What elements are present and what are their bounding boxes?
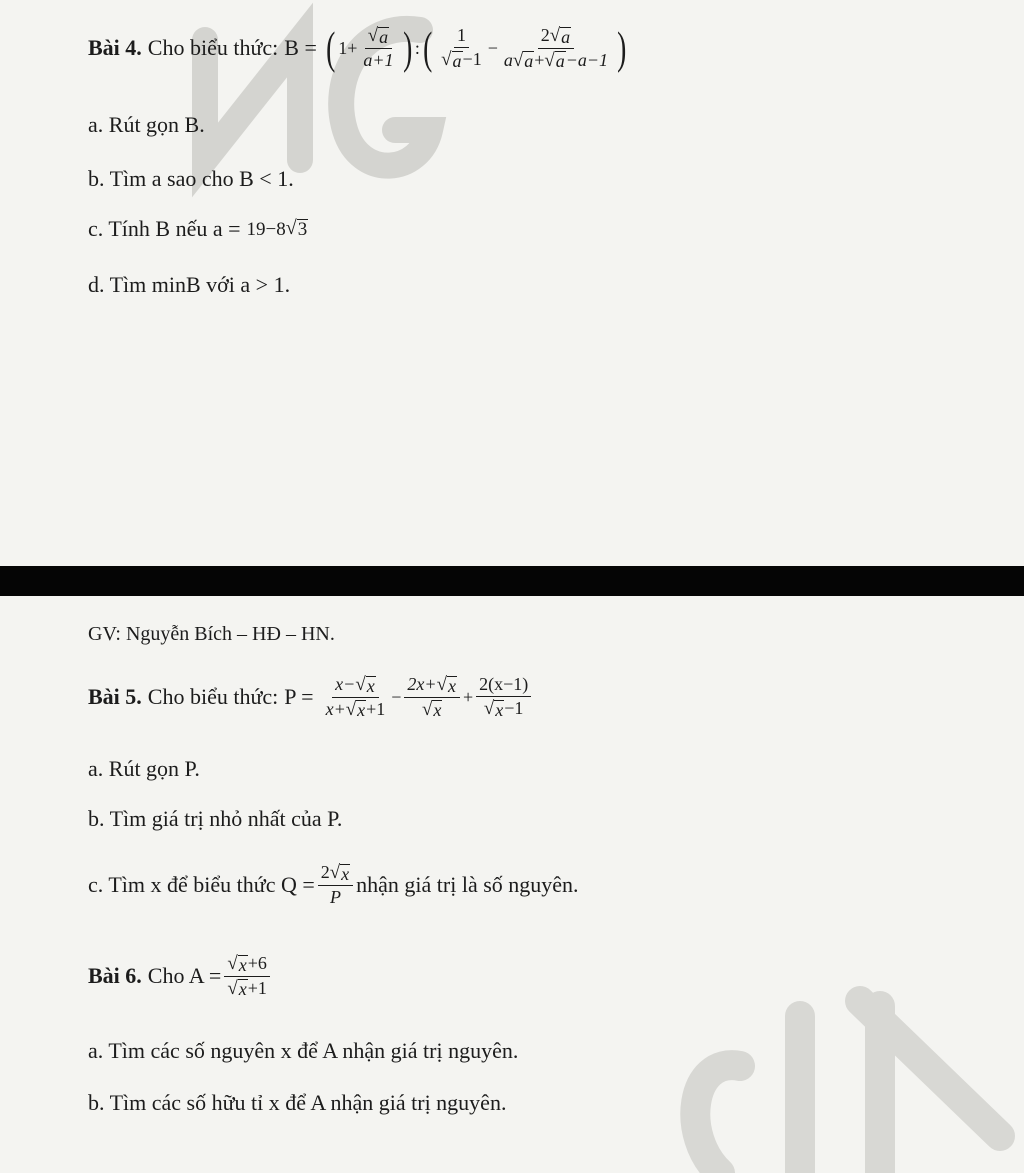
bai4-f3-num-sqrt: a <box>561 26 571 47</box>
bai4-f2-den-rest: −1 <box>462 49 482 70</box>
bai5-item-b: b. Tìm giá trị nhỏ nhất của P. <box>88 806 343 831</box>
bai5-f1-num-sqrt: x <box>366 675 375 696</box>
bai4-fraction-1: √ a a+1 <box>360 26 396 71</box>
bai5-item-a: a. Rút gọn P. <box>88 756 200 781</box>
bai4-f3-den-plus: + <box>534 49 545 70</box>
bai6-intro: Cho A = <box>147 963 222 988</box>
bai5-item-c-post: nhận giá trị là số nguyên. <box>356 872 579 897</box>
bai4-f3-den-sqrt2: a <box>555 51 565 72</box>
bai5-q-den: P <box>329 886 341 907</box>
bai5-title: Bài 5. <box>88 684 142 709</box>
bai5-fraction-1: x− √ x x+ √ x +1 <box>325 673 386 721</box>
bai5-item-c-pre: c. Tìm x để biểu thức Q = <box>88 872 315 897</box>
bai4-f2-num: 1 <box>454 26 469 49</box>
open-paren-icon: ( <box>422 22 433 73</box>
bai6-title: Bài 6. <box>88 963 142 988</box>
bai6-num-sqrt: x <box>238 954 247 975</box>
bai4-fraction-3: 2 √ a a √ a + √ a −a−1 <box>503 24 609 72</box>
bai5-f2-den-sqrt: x <box>433 700 442 721</box>
bai4-f3-den-a: a <box>503 49 513 70</box>
worksheet-page-top <box>0 0 1024 566</box>
bai5-item-c <box>88 858 579 912</box>
bai5-f1-den-sqrt: x <box>357 700 366 721</box>
bai4-heading <box>88 22 629 74</box>
bai5-f1-num-pre: x− <box>335 673 356 694</box>
bai5-f1-den-pre: x+ <box>325 698 346 719</box>
bai4-item-a: a. Rút gọn B. <box>88 112 205 137</box>
bai5-heading <box>88 662 534 732</box>
bai4-minus: − <box>487 38 498 58</box>
bai4-lhs: B = <box>284 35 317 60</box>
bai4-title: Bài 4. <box>88 35 142 60</box>
bai4-fraction-2: 1 √ a −1 <box>441 24 482 72</box>
bai5-fraction-3: 2(x−1) √ x −1 <box>476 675 531 720</box>
bai5-q-num-sqrt: x <box>341 863 350 884</box>
bai5-f3-num: 2(x−1) <box>476 675 531 698</box>
worksheet-page-bottom <box>0 596 1024 1173</box>
bai4-item-d: d. Tìm minB với a > 1. <box>88 272 291 297</box>
bai5-plus: + <box>462 687 474 707</box>
bai4-item-c-value: 19−8 <box>246 218 286 240</box>
close-paren-icon: ) <box>617 22 627 73</box>
bai5-f3-den-sqrt: x <box>495 700 504 721</box>
bai4-intro: Cho biểu thức: <box>147 35 279 60</box>
bai5-fraction-2: 2x+ √ x √ x <box>404 675 460 720</box>
bai6-den-sqrt: x <box>238 979 247 1000</box>
bai4-f3-den-rest: −a−1 <box>565 49 609 70</box>
bai5-intro: Cho biểu thức: <box>147 684 279 709</box>
bai5-q-num-coef: 2 <box>320 861 330 882</box>
author-line: GV: Nguyễn Bích – HĐ – HN. <box>88 623 335 645</box>
bai6-num-post: +6 <box>247 952 267 973</box>
bai6-fraction: √ x +6 √ x +1 <box>224 954 270 999</box>
bai5-f1-den-post: +1 <box>366 698 386 719</box>
bai6-heading <box>88 946 273 1006</box>
bai4-f1-num: a <box>379 26 389 47</box>
bai6-item-b: b. Tìm các số hữu tỉ x để A nhận giá trị nguyên. <box>88 1090 507 1115</box>
bai5-formula <box>320 675 535 720</box>
bai4-f3-num-coef: 2 <box>540 24 550 45</box>
bai5-f2-num-pre: 2x+ <box>407 673 437 694</box>
open-paren-icon: ( <box>325 22 336 73</box>
close-paren-icon: ) <box>402 22 412 73</box>
bai4-f3-den-sqrt1: a <box>524 51 534 72</box>
bai5-minus: − <box>391 687 402 707</box>
bai4-item-c-sqrt: 3 <box>297 219 308 240</box>
bai4-divide: : <box>414 38 420 58</box>
bai4-item-b: b. Tìm a sao cho B < 1. <box>88 166 294 191</box>
bai4-formula <box>323 22 630 73</box>
bai5-f2-num-sqrt: x <box>447 675 456 696</box>
bai4-item-c: c. Tính B nếu a = 19−8 √ 3 <box>88 216 308 241</box>
bai5-f3-den-post: −1 <box>504 698 524 719</box>
bai6-item-a: a. Tìm các số nguyên x để A nhận giá trị nguyên. <box>88 1038 519 1063</box>
bai5-q-fraction: 2 √ x P <box>318 863 353 908</box>
page-separator-bar <box>0 566 1024 596</box>
bai6-den-post: +1 <box>247 977 267 998</box>
bai4-item-c-text: c. Tính B nếu a = <box>88 216 241 241</box>
bai4-f2-den-sqrt: a <box>452 51 462 72</box>
bai4-one-plus: 1+ <box>338 38 358 58</box>
bai4-f1-den: a+1 <box>363 49 394 70</box>
bai5-lhs: P = <box>284 684 314 709</box>
